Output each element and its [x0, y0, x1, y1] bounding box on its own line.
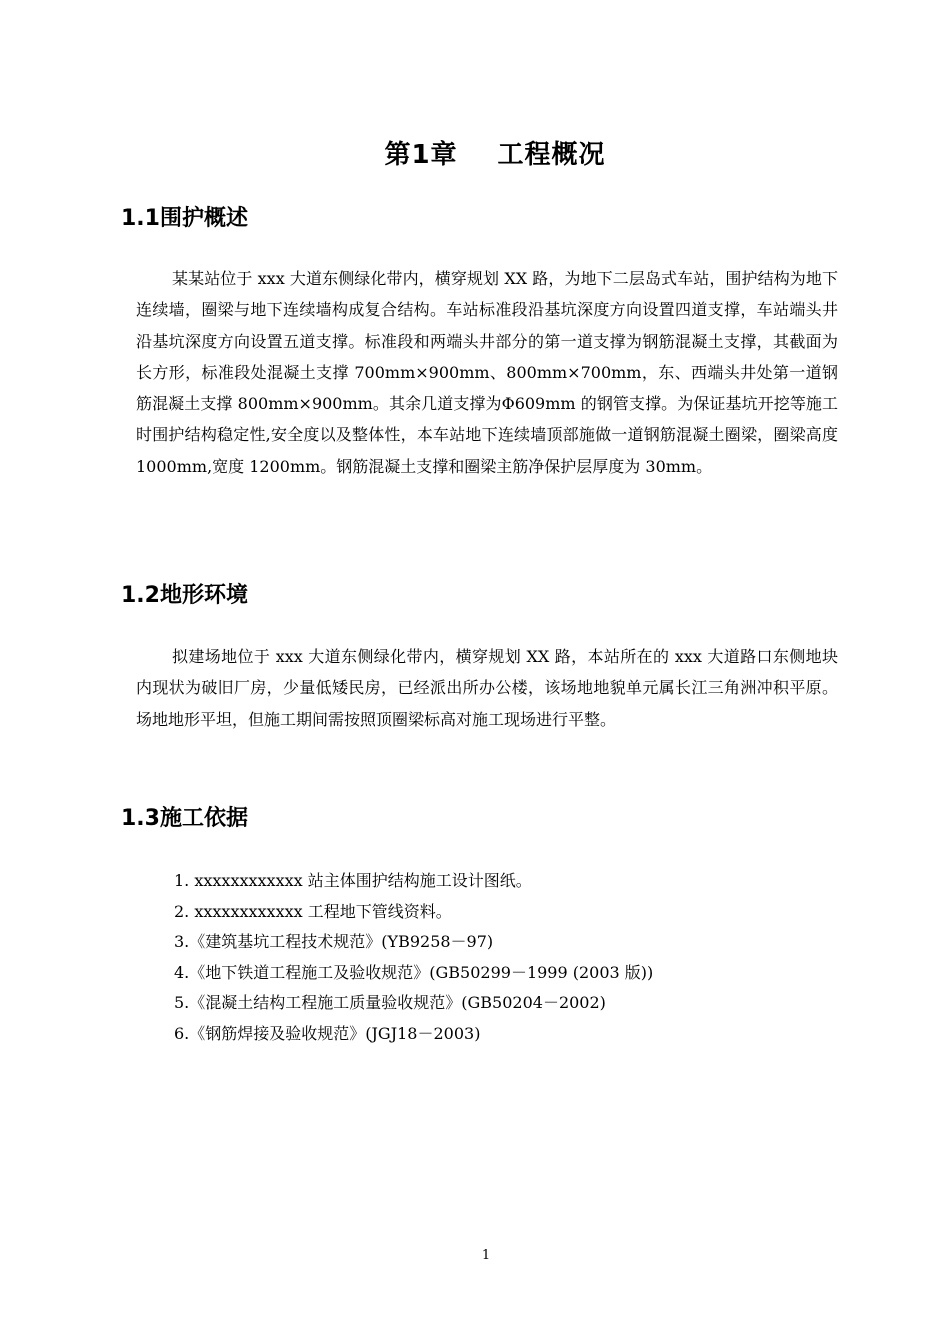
section-body-1-2: 拟建场地位于 xxx 大道东侧绿化带内，横穿规划 XX 路，本站所在的 xxx 大道路口东侧地块内现状为破旧厂房，少量低矮民房，已经派出所办公楼，该场地地貌单元属长江三角洲冲积平原。场地地形平坦，但施工期间需按照顶圈梁标高对施工现场进行平整。: [136, 647, 838, 729]
section-heading-1-3: 1.3施工依据: [121, 806, 248, 831]
list-item: 4.《地下铁道工程施工及验收规范》(GB50299－1999 (2003 版)): [174, 962, 654, 982]
section-body-1-1: 某某站位于 xxx 大道东侧绿化带内，横穿规划 XX 路，为地下二层岛式车站，围护结构为地下连续墙，圈梁与地下连续墙构成复合结构。车站标准段沿基坑深度方向设置四道支撑，车站端头井沿基坑深度方向设置五道支撑。标准段和两端头井部分的第一道支撑为钢筋混凝土支撑，其截面为长方形，标准段处混凝土支撑 700mm×900mm、800mm×700mm，东、西端头井处第一道钢筋混凝土支撑 800mm×900mm。其余几道支撑为Φ609mm 的钢管支撑。为保证基坑开挖等施工时围护结构稳定性,安全度以及整体性，本车站地下连续墙顶部施做一道钢筋混凝土圈梁，圈梁高度 1000mm,宽度 1200mm。钢筋混凝土支撑和圈梁主筋净保护层厚度为 30mm。: [136, 269, 838, 476]
list-item: 3.《建筑基坑工程技术规范》(YB9258－97): [174, 932, 494, 951]
chapter-title: [0, 134, 950, 171]
list-item: 6.《钢筋焊接及验收规范》(JGJ18－2003): [174, 1023, 481, 1043]
list-item: 2. xxxxxxxxxxxx 工程地下管线资料。: [174, 901, 452, 921]
list-item: 1. xxxxxxxxxxxx 站主体围护结构施工设计图纸。: [174, 871, 532, 890]
reference-list: [174, 866, 653, 1049]
list-item: 5.《混凝土结构工程施工质量验收规范》(GB50204－2002): [174, 993, 606, 1012]
section-heading-1-1: 1.1围护概述: [121, 206, 248, 231]
section-heading-1-2: 1.2地形环境: [121, 583, 248, 608]
chapter-name: 工程概况: [497, 140, 606, 170]
chapter-number: 第1章: [384, 140, 458, 170]
page-number: 1: [481, 1248, 491, 1263]
